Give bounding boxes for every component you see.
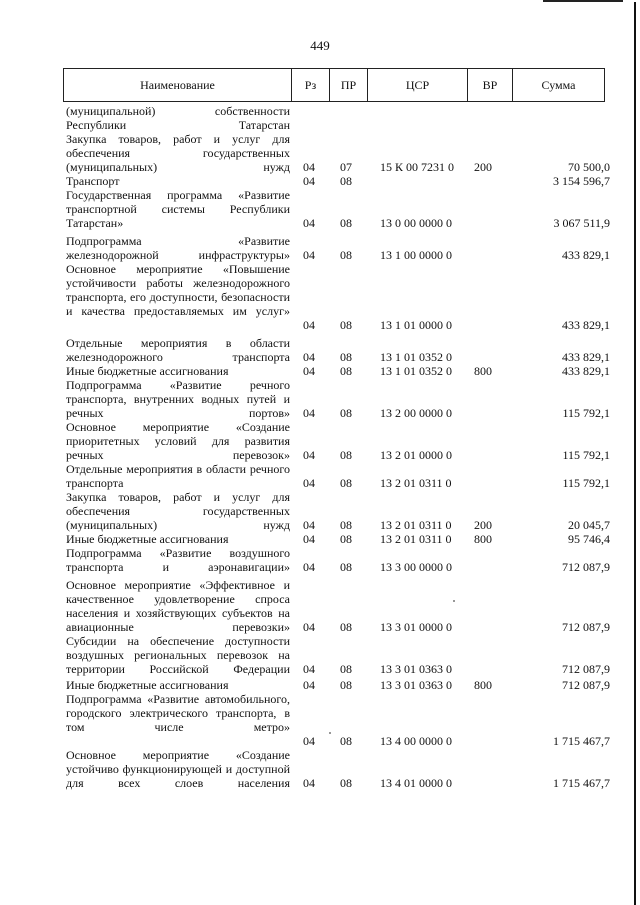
table-row bbox=[0, 104, 640, 132]
cell-csr: 13 1 00 0000 0 bbox=[380, 248, 452, 262]
cell-vr: 200 bbox=[474, 160, 492, 174]
row-name: Основное мероприятие «Создание устойчиво функционирующей и доступной для всех слоев населения bbox=[66, 748, 290, 790]
cell-pr: 07 bbox=[340, 160, 352, 174]
cell-rz: 04 bbox=[303, 160, 315, 174]
cell-rz: 04 bbox=[303, 364, 315, 378]
scan-speck bbox=[453, 600, 455, 602]
row-name: Государственная программа «Развитие транспортной системы Республики Татарстан» bbox=[66, 188, 290, 230]
header-pr: ПР bbox=[340, 78, 357, 92]
scan-speck bbox=[329, 732, 331, 734]
page-number: 449 bbox=[310, 38, 330, 53]
cell-sum: 95 746,4 bbox=[568, 532, 610, 546]
row-name: Отдельные мероприятия в области речного транспорта bbox=[66, 462, 290, 490]
cell-csr: 13 0 00 0000 0 bbox=[380, 216, 452, 230]
cell-sum: 712 087,9 bbox=[562, 678, 610, 692]
table-header bbox=[63, 68, 605, 102]
row-name: Подпрограмма «Развитие речного транспорта, внутренних водных путей и речных портов» bbox=[66, 378, 290, 420]
cell-sum: 1 715 467,7 bbox=[553, 734, 610, 748]
table-row bbox=[0, 378, 640, 420]
row-name: Закупка товаров, работ и услуг для обеспечения государственных (муниципальных) нужд bbox=[66, 132, 290, 174]
cell-pr: 08 bbox=[340, 620, 352, 634]
header-csr: ЦСР bbox=[405, 78, 430, 92]
cell-csr: 13 1 01 0000 0 bbox=[380, 318, 452, 332]
table-row bbox=[0, 532, 640, 546]
cell-rz: 04 bbox=[303, 662, 315, 676]
row-name: Основное мероприятие «Эффективное и качественное удовлетворение спроса населения и хозяйствующих субъектов на авиационные перевозки» bbox=[66, 578, 290, 634]
row-name: Иные бюджетные ассигнования bbox=[66, 678, 229, 692]
cell-rz: 04 bbox=[303, 216, 315, 230]
row-name: Основное мероприятие «Создание приоритетных условий для развития речных перевозок» bbox=[66, 420, 290, 462]
cell-pr: 08 bbox=[340, 216, 352, 230]
cell-rz: 04 bbox=[303, 518, 315, 532]
cell-csr: 15 К 00 7231 0 bbox=[380, 160, 455, 174]
row-name: (муниципальной) собственности Республики Татарстан bbox=[66, 104, 290, 132]
header-sum: Сумма bbox=[541, 78, 576, 92]
cell-sum: 3 154 596,7 bbox=[553, 174, 610, 188]
cell-csr: 13 2 01 0000 0 bbox=[380, 448, 452, 462]
table-row bbox=[0, 262, 640, 332]
cell-sum: 20 045,7 bbox=[568, 518, 610, 532]
row-name: Подпрограмма «Развитие железнодорожной инфраструктуры» bbox=[66, 234, 290, 262]
cell-sum: 70 500,0 bbox=[568, 160, 610, 174]
cell-pr: 08 bbox=[340, 776, 352, 790]
table-row bbox=[0, 748, 640, 790]
cell-csr: 13 2 01 0311 0 bbox=[380, 532, 452, 546]
cell-csr: 13 4 01 0000 0 bbox=[380, 776, 452, 790]
cell-pr: 08 bbox=[340, 560, 352, 574]
cell-sum: 433 829,1 bbox=[562, 318, 610, 332]
cell-vr: 800 bbox=[474, 364, 492, 378]
cell-pr: 08 bbox=[340, 350, 352, 364]
cell-csr: 13 2 01 0311 0 bbox=[380, 518, 452, 532]
table-row bbox=[0, 578, 640, 634]
cell-rz: 04 bbox=[303, 174, 315, 188]
row-name: Иные бюджетные ассигнования bbox=[66, 532, 229, 546]
cell-rz: 04 bbox=[303, 406, 315, 420]
cell-pr: 08 bbox=[340, 248, 352, 262]
table-row bbox=[0, 462, 640, 490]
cell-csr: 13 2 00 0000 0 bbox=[380, 406, 452, 420]
cell-csr: 13 2 01 0311 0 bbox=[380, 476, 452, 490]
table-row bbox=[0, 132, 640, 174]
cell-pr: 08 bbox=[340, 476, 352, 490]
row-name: Транспорт bbox=[66, 174, 120, 188]
header-rz: Рз bbox=[304, 78, 317, 92]
cell-rz: 04 bbox=[303, 734, 315, 748]
cell-csr: 13 3 00 0000 0 bbox=[380, 560, 452, 574]
cell-sum: 712 087,9 bbox=[562, 662, 610, 676]
cell-sum: 115 792,1 bbox=[562, 476, 610, 490]
cell-sum: 712 087,9 bbox=[562, 620, 610, 634]
table-row bbox=[0, 634, 640, 676]
row-name: Подпрограмма «Развитие автомобильного, городского электрического транспорта, в том числе метро» bbox=[66, 692, 290, 734]
cell-rz: 04 bbox=[303, 532, 315, 546]
cell-rz: 04 bbox=[303, 560, 315, 574]
cell-rz: 04 bbox=[303, 350, 315, 364]
cell-rz: 04 bbox=[303, 678, 315, 692]
cell-sum: 712 087,9 bbox=[562, 560, 610, 574]
row-name: Подпрограмма «Развитие воздушного транспорта и аэронавигации» bbox=[66, 546, 290, 574]
row-name: Иные бюджетные ассигнования bbox=[66, 364, 229, 378]
cell-csr: 13 4 00 0000 0 bbox=[380, 734, 452, 748]
cell-pr: 08 bbox=[340, 448, 352, 462]
cell-rz: 04 bbox=[303, 248, 315, 262]
cell-sum: 115 792,1 bbox=[562, 406, 610, 420]
cell-csr: 13 1 01 0352 0 bbox=[380, 350, 452, 364]
table-row bbox=[0, 364, 640, 378]
table-row bbox=[0, 188, 640, 230]
cell-sum: 433 829,1 bbox=[562, 248, 610, 262]
table-row bbox=[0, 336, 640, 364]
cell-rz: 04 bbox=[303, 448, 315, 462]
cell-pr: 08 bbox=[340, 174, 352, 188]
cell-csr: 13 3 01 0000 0 bbox=[380, 620, 452, 634]
table-row bbox=[0, 174, 640, 188]
cell-rz: 04 bbox=[303, 620, 315, 634]
cell-pr: 08 bbox=[340, 518, 352, 532]
cell-rz: 04 bbox=[303, 476, 315, 490]
header-vr: ВР bbox=[482, 78, 498, 92]
table-row bbox=[0, 234, 640, 262]
cell-pr: 08 bbox=[340, 406, 352, 420]
scan-edge-top bbox=[543, 0, 623, 2]
cell-pr: 08 bbox=[340, 318, 352, 332]
cell-sum: 433 829,1 bbox=[562, 364, 610, 378]
cell-sum: 433 829,1 bbox=[562, 350, 610, 364]
cell-csr: 13 3 01 0363 0 bbox=[380, 678, 452, 692]
cell-pr: 08 bbox=[340, 734, 352, 748]
cell-sum: 115 792,1 bbox=[562, 448, 610, 462]
cell-sum: 3 067 511,9 bbox=[553, 216, 610, 230]
table-row bbox=[0, 546, 640, 574]
cell-vr: 800 bbox=[474, 678, 492, 692]
cell-pr: 08 bbox=[340, 662, 352, 676]
cell-rz: 04 bbox=[303, 776, 315, 790]
cell-sum: 1 715 467,7 bbox=[553, 776, 610, 790]
cell-vr: 200 bbox=[474, 518, 492, 532]
row-name: Отдельные мероприятия в области железнодорожного транспорта bbox=[66, 336, 290, 364]
table-row bbox=[0, 678, 640, 692]
table-row bbox=[0, 490, 640, 532]
row-name: Закупка товаров, работ и услуг для обеспечения государственных (муниципальных) нужд bbox=[66, 490, 290, 532]
table-row bbox=[0, 692, 640, 748]
row-name: Основное мероприятие «Повышение устойчивости работы железнодорожного транспорта, его доступности, безопасности и качества предоставляемых им услуг» bbox=[66, 262, 290, 318]
cell-csr: 13 3 01 0363 0 bbox=[380, 662, 452, 676]
table-row bbox=[0, 420, 640, 462]
cell-pr: 08 bbox=[340, 532, 352, 546]
cell-rz: 04 bbox=[303, 318, 315, 332]
cell-pr: 08 bbox=[340, 364, 352, 378]
row-name: Субсидии на обеспечение доступности воздушных региональных перевозок на территории Российской Федерации bbox=[66, 634, 290, 676]
header-name: Наименование bbox=[140, 78, 215, 92]
cell-vr: 800 bbox=[474, 532, 492, 546]
cell-pr: 08 bbox=[340, 678, 352, 692]
cell-csr: 13 1 01 0352 0 bbox=[380, 364, 452, 378]
